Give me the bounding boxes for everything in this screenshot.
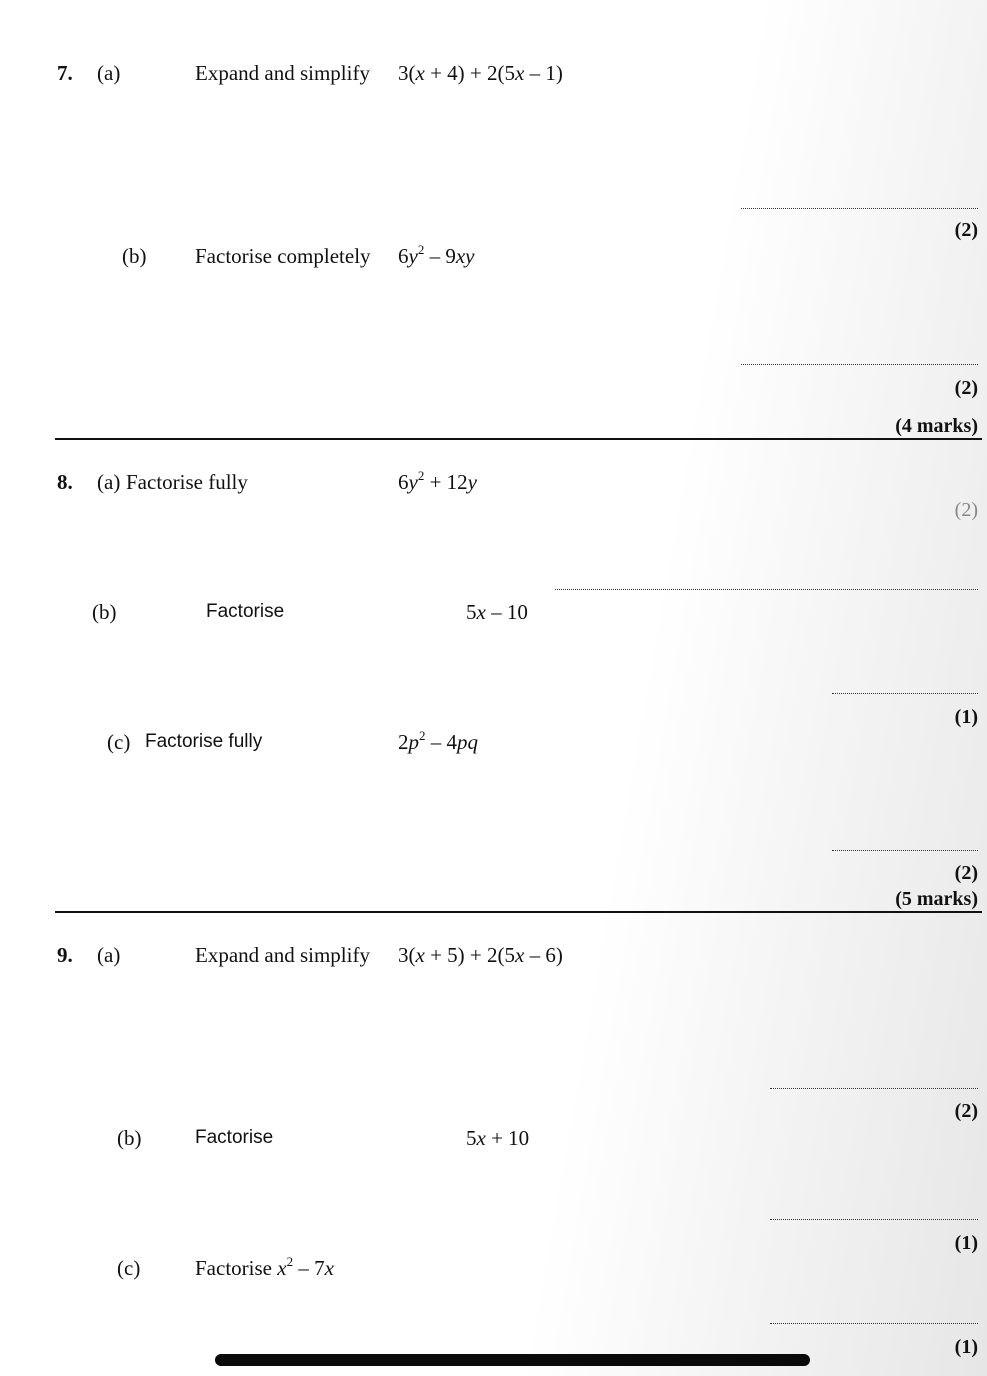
q9c-answer-line[interactable] bbox=[770, 1323, 978, 1324]
q8c-marks: (2) bbox=[954, 862, 978, 884]
q8a-marks: (2) bbox=[954, 499, 978, 521]
q8a-instruction: Factorise fully bbox=[126, 470, 248, 494]
q8b-label: (b) bbox=[92, 600, 117, 624]
q9c-marks: (1) bbox=[954, 1336, 978, 1358]
q9a-instruction: Expand and simplify bbox=[195, 943, 370, 967]
q8a-label: (a) bbox=[97, 470, 121, 494]
q8a-expression: $6y^2 + 12y$ bbox=[398, 468, 477, 494]
q7a-instruction: Expand and simplify bbox=[195, 61, 370, 85]
q8c-expression: $2p^2 - 4pq$ bbox=[398, 728, 478, 754]
q7a-expression: 3(x + 4) + 2(5x – 1) bbox=[398, 61, 563, 85]
q8-total-marks: (5 marks) bbox=[895, 888, 978, 910]
q8b-expression: 5x – 10 bbox=[466, 600, 528, 624]
q7b-label: (b) bbox=[122, 244, 147, 268]
q9b-answer-line[interactable] bbox=[770, 1219, 978, 1220]
q9b-marks: (1) bbox=[954, 1232, 978, 1254]
q8b-answer-line[interactable] bbox=[832, 693, 978, 694]
section-divider bbox=[55, 911, 982, 913]
q7a-marks: (2) bbox=[954, 219, 978, 241]
q8c-answer-line[interactable] bbox=[832, 850, 978, 851]
q9a-marks: (2) bbox=[954, 1100, 978, 1122]
q9a-expression: 3(x + 5) + 2(5x – 6) bbox=[398, 943, 563, 967]
q7b-marks: (2) bbox=[954, 377, 978, 399]
q9c-label: (c) bbox=[117, 1256, 141, 1280]
q9a-label: (a) bbox=[97, 943, 121, 967]
q8b-instruction: Factorise bbox=[206, 601, 285, 622]
q9b-instruction: Factorise bbox=[195, 1127, 274, 1148]
q7b-instruction: Factorise completely bbox=[195, 244, 371, 268]
section-divider bbox=[55, 438, 982, 440]
q9c-question: Factorise $x^2 - 7x$ bbox=[195, 1254, 334, 1280]
q9b-label: (b) bbox=[117, 1126, 142, 1150]
q9b-expression: 5x + 10 bbox=[466, 1126, 530, 1150]
question-8-number: 8. bbox=[57, 470, 73, 494]
home-indicator-bar[interactable] bbox=[215, 1354, 810, 1366]
q8a-answer-line[interactable] bbox=[555, 589, 978, 590]
q8b-marks: (1) bbox=[954, 706, 978, 728]
q7a-label: (a) bbox=[97, 61, 121, 85]
question-9-number: 9. bbox=[57, 943, 73, 967]
q8c-label: (c) bbox=[107, 730, 131, 754]
q7b-expression: $6y^2 - 9xy$ bbox=[398, 242, 475, 268]
q7a-answer-line[interactable] bbox=[741, 208, 978, 209]
q7b-answer-line[interactable] bbox=[741, 364, 978, 365]
question-7-number: 7. bbox=[57, 61, 73, 85]
q8c-instruction: Factorise fully bbox=[145, 731, 263, 752]
q7-total-marks: (4 marks) bbox=[895, 415, 978, 437]
q9a-answer-line[interactable] bbox=[770, 1088, 978, 1089]
